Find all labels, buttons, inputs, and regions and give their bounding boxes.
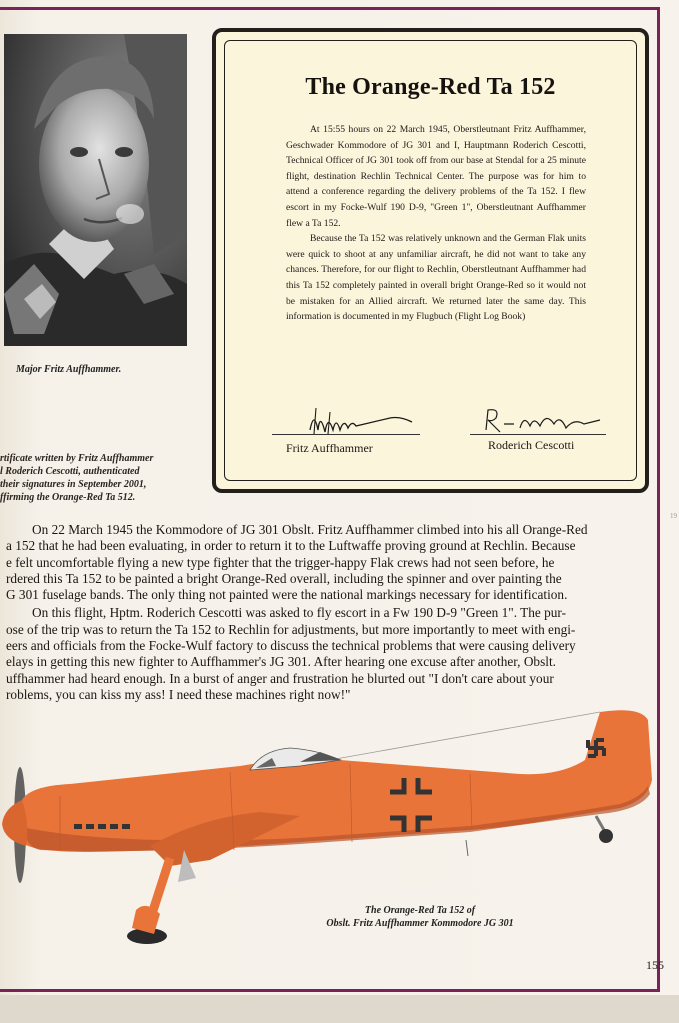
- scan-bottom-strip: [0, 995, 679, 1023]
- body-line: a 152 that he had been evaluating, in order to return it to the Luftwaffe proving ground at Rechlin. Because: [6, 538, 576, 554]
- illustration-caption: [300, 904, 540, 930]
- top-border-rule: [0, 7, 660, 10]
- certificate-paragraph-1: At 15:55 hours on 22 March 1945, Oberstleutnant Fritz Auffhammer, Geschwader Kommodore of JG 301 and I, Hauptmann Roderich Cescotti, Technical Officer of JG 301 took off from our base at Stendal for a 25 minute flight, destination Rechlin Technical Center. The purpose was for him to attend a conference regarding the delivery problems of the Ta 152. I flew escort in my Focke-Wulf 190 D-9, "Green 1", Oberstleutnant Auffhammer flew a Ta 152.: [286, 124, 586, 229]
- certificate-caption-line: their signatures in September 2001,: [0, 479, 147, 490]
- body-line: elays in getting this new fighter to Auffhammer's JG 301. After hearing one excuse after another, Obslt.: [6, 654, 556, 670]
- photo-caption: Major Fritz Auffhammer.: [16, 364, 122, 375]
- certificate-caption-line: rtificate written by Fritz Auffhammer: [0, 453, 154, 464]
- illustration-caption-line-1: The Orange-Red Ta 152 of: [364, 905, 476, 916]
- body-line: On this flight, Hptm. Roderich Cescotti was asked to fly escort in a Fw 190 D-9 "Green 1". The pur-: [32, 605, 566, 621]
- portrait-photo: [4, 34, 187, 346]
- signature-name-2: Roderich Cescotti: [488, 438, 575, 452]
- body-line: On 22 March 1945 the Kommodore of JG 301 Obslt. Fritz Auffhammer climbed into his all Orange-Red: [32, 522, 588, 537]
- body-line: ose of the trip was to return the Ta 152 to Rechlin for adjustments, but more importantly to meet with engi-: [6, 621, 576, 637]
- signature-auffhammer: [270, 404, 420, 445]
- tail-wheel: [599, 829, 613, 843]
- certificate-body: [286, 122, 586, 325]
- body-line: roblems, you can kiss my ass! I need these machines right now!": [6, 686, 351, 702]
- body-line: G 301 fuselage bands. The only thing not painted were the national markings necessary for identification.: [6, 587, 568, 603]
- certificate-caption-line: ffirming the Orange-Red Ta 512.: [0, 492, 136, 503]
- page-number: 155: [646, 958, 664, 972]
- signature-line-1: [272, 434, 420, 435]
- antenna-wire: [330, 712, 600, 760]
- margin-number: 19: [670, 512, 677, 520]
- signature-line-2: [470, 434, 606, 435]
- bottom-border-rule: [0, 989, 660, 992]
- certificate-caption: [0, 452, 210, 504]
- body-line: eers and officials from the Focke-Wulf factory to discuss the technical problems that were causing delivery: [6, 638, 576, 654]
- certificate-title: The Orange-Red Ta 152: [305, 74, 556, 100]
- body-line: uffhammer had heard enough. In a burst of anger and frustration he blurted out "I don't care about your: [6, 670, 554, 686]
- body-text: [0, 522, 660, 703]
- certificate-frame: [212, 28, 649, 493]
- spinner: [2, 800, 27, 846]
- fuselage: [19, 710, 652, 852]
- body-line: e felt uncomfortable flying a new type fighter that the trigger-happy Flak crews had not seen before, he: [6, 554, 555, 570]
- body-line: rdered this Ta 152 to be painted a bright Orange-Red overall, including the spinner and over painting the: [6, 570, 562, 586]
- certificate-caption-line: l Roderich Cescotti, authenticated: [0, 466, 140, 477]
- illustration-caption-line-2: Obslt. Fritz Auffhammer Kommodore JG 301: [326, 918, 514, 929]
- signature-name-1: Fritz Auffhammer: [286, 441, 373, 455]
- certificate-paragraph-2: Because the Ta 152 was relatively unknown and the German Flak units were quick to shoot at any unfamiliar aircraft, he did not want to take any chances. Therefore, for our flight to Rechlin, Oberstleutnant Auffhammer had this Ta 152 completely painted in overall bright Orange-Red so it would not be mistaken for an Allied aircraft. We returned later the same day. This information is documented in my Flugbuch (Flight Log Book): [286, 233, 586, 323]
